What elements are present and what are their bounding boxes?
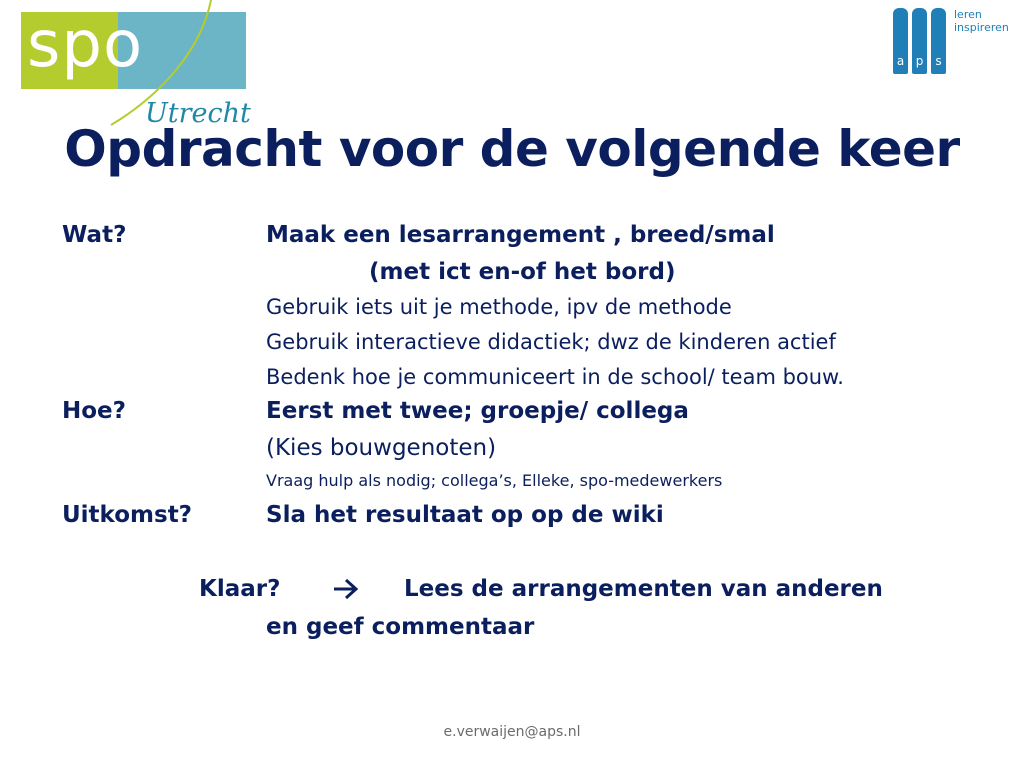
row-text: Maak een lesarrangement , breed/smal — [266, 222, 775, 248]
row-text: Eerst met twee; groepje/ collega — [266, 398, 689, 424]
slide-title: Opdracht voor de volgende keer — [64, 120, 960, 178]
aps-logo-bar — [912, 8, 927, 74]
klaar-text: Lees de arrangementen van anderen — [404, 576, 883, 602]
row-text: Gebruik interactieve didactiek; dwz de kinderen actief — [266, 330, 836, 354]
right-arrow-icon — [331, 574, 361, 604]
aps-letter-s: s — [935, 54, 942, 68]
row-label-hoe: Hoe? — [62, 398, 126, 424]
aps-logo-bar — [931, 8, 946, 74]
aps-letter-p: p — [915, 54, 924, 68]
spo-logo-city: Utrecht — [145, 98, 251, 129]
row-text: (met ict en-of het bord) — [369, 259, 676, 285]
aps-letter-a: a — [896, 54, 905, 68]
row-text: Sla het resultaat op op de wiki — [266, 502, 664, 528]
row-text: Bedenk hoe je communiceert in de school/ team bouw. — [266, 365, 844, 389]
row-text: (Kies bouwgenoten) — [266, 435, 497, 461]
row-label-uitkomst: Uitkomst? — [62, 502, 193, 528]
row-text: Vraag hulp als nodig; collega’s, Elleke, spo-medewerkers — [266, 471, 723, 490]
aps-logo — [893, 8, 1018, 76]
row-label-wat: Wat? — [62, 222, 127, 248]
klaar-continuation: en geef commentaar — [266, 614, 535, 640]
footer-email: e.verwaijen@aps.nl — [443, 724, 581, 740]
klaar-label: Klaar? — [199, 576, 281, 602]
row-text: Gebruik iets uit je methode, ipv de methode — [266, 295, 732, 319]
aps-logo-bar — [893, 8, 908, 74]
aps-tagline-line: inspireren — [954, 21, 1009, 34]
spo-logo-word: spo — [27, 8, 144, 82]
aps-logo-tagline — [954, 8, 1009, 34]
spo-utrecht-logo — [21, 8, 251, 130]
aps-tagline-line: leren — [954, 8, 982, 21]
